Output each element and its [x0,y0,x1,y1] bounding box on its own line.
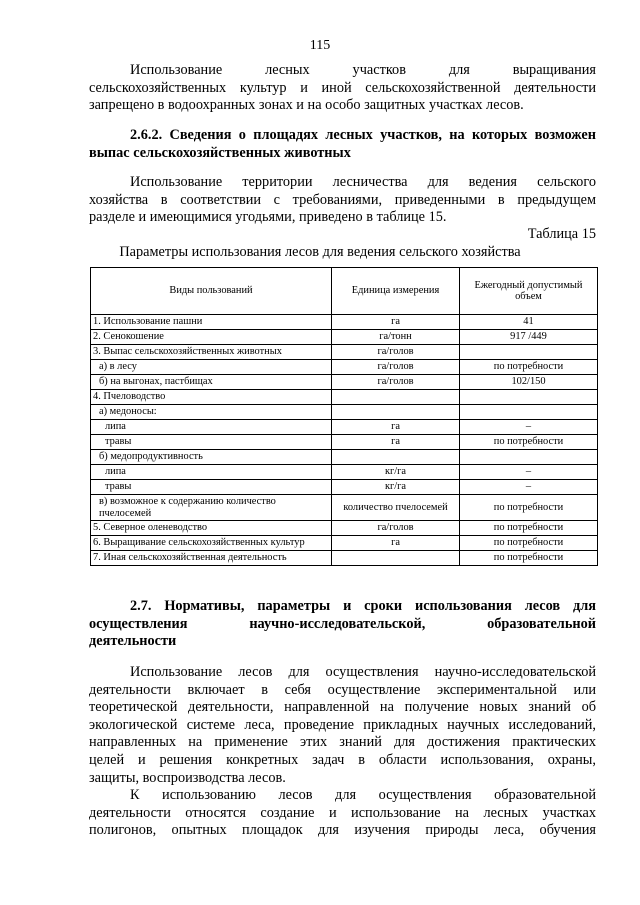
paragraph-line: Использование лесных участков для выращивания [130,62,596,78]
paragraph-line: направленных на применение этих знаний для достижения практических [89,734,596,751]
paragraph-line: экологической системе леса, проведение прикладных научных исследований, [89,716,596,733]
cell-volume: по потребности [460,495,598,521]
table-row [91,330,598,345]
cell-type [91,465,332,480]
cell-volume [460,345,598,360]
cell-volume: по потребности [460,536,598,551]
cell-volume: по потребности [460,435,598,450]
row-type-label: Выпас сельскохозяйственных животных [103,346,282,358]
cell-type [91,375,332,390]
table-row [91,521,598,536]
row-number: 5. [93,522,101,534]
cell-unit: га/голов [332,375,460,390]
row-type-label: липа [105,466,126,478]
cell-unit: количество пчелосемей [332,495,460,521]
table-number: Таблица 15 [527,226,596,242]
cell-unit: га/голов [332,521,460,536]
table-row [91,551,598,566]
table-caption: Параметры использования лесов для ведения сельского хозяйства [119,244,521,260]
row-type-label: Северное оленеводство [103,522,208,534]
cell-type [91,345,332,360]
cell-volume: по потребности [460,551,598,566]
page-number: 115 [309,38,331,53]
cell-volume: – [460,465,598,480]
column-header-unit: Единица измерения [332,268,460,315]
paragraph-line: сельскохозяйственных культур и иной сельскохозяйственной деятельности [89,79,596,96]
table-row [91,495,598,521]
cell-volume [460,450,598,465]
row-type-label: травы [105,481,132,493]
section-heading-2-6-2 [89,127,596,162]
cell-volume: – [460,420,598,435]
parameters-table [90,267,598,566]
cell-type [91,315,332,330]
table-body [91,315,598,566]
paragraph-line: Использование территории лесничества для ведения сельского [130,174,596,190]
cell-type [91,330,332,345]
table-header-row [91,268,598,315]
row-type-label: липа [105,421,126,433]
row-type-label: Выращивание сельскохозяйственных культур [103,537,305,549]
cell-volume: 41 [460,315,598,330]
heading-line: выпас сельскохозяйственных животных [89,144,351,161]
paragraph-line: Использование лесов для осуществления научно-исследовательской [130,664,596,680]
cell-type [91,435,332,450]
cell-volume: 917 /449 [460,330,598,345]
table-row [91,435,598,450]
table-row [91,345,598,360]
row-type-label: Пчеловодство [103,391,166,403]
cell-type [91,405,332,420]
heading-line: 2.6.2. Сведения о площадях лесных участков, на которых возможен [130,127,596,143]
paragraph-line: полигонов, опытных площадок для изучения природы леса, обучения [89,822,596,839]
paragraph-educational-activity [89,787,596,840]
cell-unit: кг/га [332,465,460,480]
paragraph-agriculture-restriction [89,62,596,115]
column-header-types: Виды пользований [91,268,332,315]
table-row [91,450,598,465]
row-type-label: Сенокошение [103,331,164,343]
cell-type [91,551,332,566]
cell-unit: кг/га [332,480,460,495]
cell-unit: га/тонн [332,330,460,345]
cell-volume: по потребности [460,360,598,375]
paragraph-line: запрещено в водоохранных зонах и на особо защитных участках лесов. [89,97,524,114]
heading-line: осуществления научно-исследовательской, образовательной [89,615,596,632]
row-type-label: травы [105,436,132,448]
table-row [91,536,598,551]
cell-volume: по потребности [460,521,598,536]
row-type-label: б) медопродуктивность [99,451,203,463]
paragraph-line: деятельности относятся создание и использование на лесных участках [89,804,596,821]
cell-volume [460,390,598,405]
cell-type [91,420,332,435]
cell-type [91,521,332,536]
cell-volume: 102/150 [460,375,598,390]
cell-unit [332,551,460,566]
paragraph-line: деятельности включает в себя осуществление экспериментальной или [89,681,596,698]
row-number: 7. [93,552,101,564]
paragraph-line: целей и решения конкретных задач в области использования, охраны, [89,751,596,768]
column-header-volume: Ежегодный допустимый объем [460,268,598,315]
row-number: 3. [93,346,101,358]
paragraph-line: хозяйства в соответствии с требованиями, приведенными в предыдущем [89,191,596,208]
table-row [91,405,598,420]
cell-volume [460,405,598,420]
cell-volume: – [460,480,598,495]
cell-unit: га/голов [332,345,460,360]
cell-type [91,360,332,375]
section-heading-2-7 [89,598,596,651]
paragraph-line: защиты, воспроизводства лесов. [89,769,286,786]
row-number: 2. [93,331,101,343]
cell-type [91,536,332,551]
row-number: 1. [93,316,101,328]
table-row [91,480,598,495]
cell-type [91,450,332,465]
cell-type [91,495,332,521]
table-row [91,465,598,480]
row-type-label: а) медоносы: [99,406,157,418]
heading-line: деятельности [89,633,177,650]
paragraph-research-activity [89,664,596,787]
cell-unit: га [332,420,460,435]
row-type-label: в) возможное к содержанию количество пчелосемей [99,496,276,519]
table-row [91,390,598,405]
cell-unit: га/голов [332,360,460,375]
table-row [91,315,598,330]
cell-unit [332,405,460,420]
row-type-label: Иная сельскохозяйственная деятельность [103,552,287,564]
table-row [91,375,598,390]
row-type-label: а) в лесу [99,361,137,373]
paragraph-line: разделе и имеющимися угодьями, приведено в таблице 15. [89,209,447,226]
cell-unit [332,390,460,405]
paragraph-line: К использованию лесов для осуществления образовательной [130,787,596,803]
cell-unit: га [332,536,460,551]
row-type-label: Использование пашни [103,316,203,328]
table-row [91,420,598,435]
table-row [91,360,598,375]
paragraph-line: теоретической деятельности, направленной на получение новых знаний об [89,699,596,716]
row-type-label: б) на выгонах, пастбищах [99,376,213,388]
row-number: 6. [93,537,101,549]
cell-unit: га [332,435,460,450]
cell-unit: га [332,315,460,330]
heading-line: 2.7. Нормативы, параметры и сроки использования лесов для [130,598,596,614]
row-number: 4. [93,391,101,403]
cell-unit [332,450,460,465]
cell-type [91,390,332,405]
paragraph-territory-usage [89,174,596,227]
cell-type [91,480,332,495]
